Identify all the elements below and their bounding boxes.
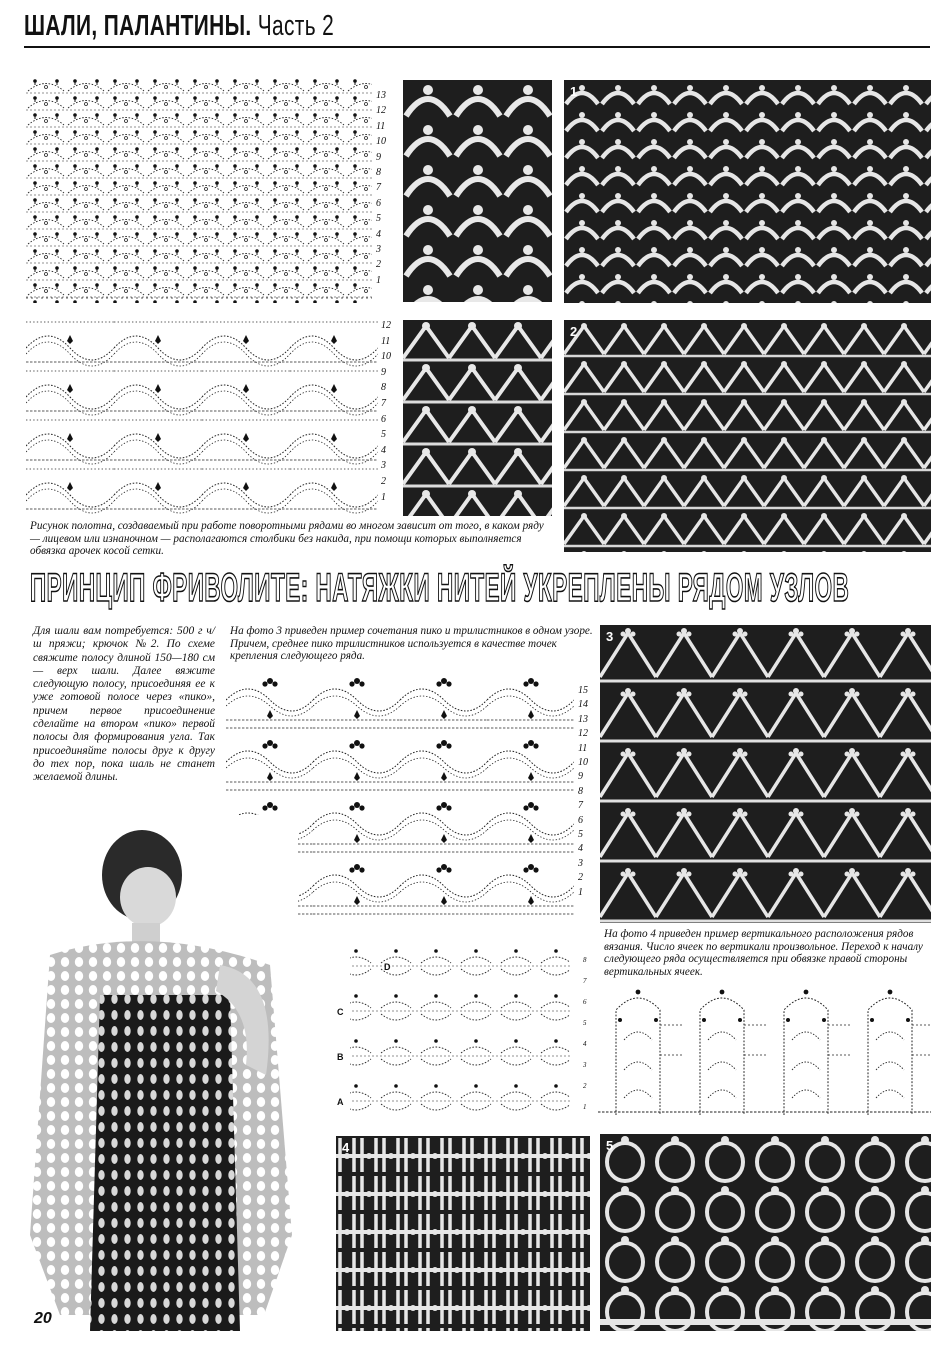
- row-label: 4: [376, 228, 381, 240]
- row-label: 12: [578, 728, 588, 740]
- crochet-chart-3-row-labels: [578, 684, 592, 900]
- crochet-chart-2: [26, 318, 378, 514]
- row-label: 10: [578, 757, 588, 769]
- model-photo: [30, 815, 298, 1331]
- swatch-closeup-1: [403, 80, 552, 302]
- chart-4-row-letter: B: [337, 1052, 344, 1062]
- row-label: 6: [381, 413, 386, 425]
- page-title: [24, 10, 334, 43]
- row-label: 1: [381, 491, 386, 503]
- row-label: 2: [376, 259, 381, 271]
- header-rule: [24, 46, 930, 48]
- row-label: 13: [578, 713, 588, 725]
- section-headline: ПРИНЦИП ФРИВОЛИТЕ: НАТЯЖКИ НИТЕЙ УКРЕПЛЕНЫ РЯДОМ УЗЛОВ: [30, 566, 850, 610]
- row-label: 3: [381, 460, 386, 472]
- photo3-caption: На фото 3 приведен пример сочетания пико и трилистников в одном узоре. Причем, среднее пико трилистников используется в качестве точек крепления следующего ряда.: [230, 625, 593, 663]
- row-label: 8: [376, 167, 381, 179]
- row-label: 2: [583, 1082, 587, 1090]
- photo-3: [600, 625, 931, 923]
- row-label: 2: [381, 475, 386, 487]
- row-label: 8: [583, 956, 587, 964]
- row-label: 5: [578, 829, 583, 841]
- chart-4-row-letter: C: [337, 1007, 344, 1017]
- row-label: 12: [376, 105, 386, 117]
- row-label: 3: [583, 1061, 587, 1069]
- row-label: 2: [578, 872, 583, 884]
- crochet-chart-4-row-labels: [583, 950, 595, 1118]
- row-label: 13: [376, 90, 386, 101]
- instructions-text: Для шали вам потребуется: 500 г ч/ш пряжи; крючок №2. По схеме свяжите полосу длиной 150—180 см — верх шали. Далее вяжите следующую полосу, присоединяя ее к уже готовой полосе через «пико», причем первое присоединение сделайте на втором «пико» первой полосы для формирования угла. Так присоединяйте полосы друг к другу до тех пор, пока шаль не станет желаемой длины.: [33, 625, 215, 784]
- row-label: 9: [381, 366, 386, 378]
- photo-badge: 3: [606, 629, 614, 644]
- photo-badge: 4: [342, 1140, 350, 1155]
- row-label: 1: [583, 1103, 587, 1111]
- caption-top: Рисунок полотна, создаваемый при работе поворотными рядами во многом зависит от того, в каком ряду — лицевом или изнаночном — располагаются столбики без накида, при помощи которых выполняется обвязка арочек косой сетки.: [30, 520, 544, 558]
- row-label: 7: [583, 977, 587, 985]
- row-label: 10: [376, 136, 386, 148]
- crochet-chart-1-drawing: [26, 78, 372, 303]
- row-label: 1: [578, 886, 583, 898]
- row-label: 9: [376, 151, 381, 163]
- crochet-chart-2-row-labels: [381, 318, 395, 505]
- crochet-chart-5: [598, 980, 931, 1125]
- row-label: 14: [578, 699, 588, 711]
- row-label: 6: [578, 814, 583, 826]
- photo-5: [600, 1134, 931, 1331]
- crochet-chart-1-row-labels: [376, 88, 390, 288]
- row-label: 11: [578, 742, 588, 754]
- row-label: 15: [578, 685, 588, 696]
- photo-badge: 2: [570, 324, 578, 339]
- row-label: 7: [578, 800, 583, 812]
- crochet-chart-4: [336, 945, 576, 1120]
- photo-1: [564, 80, 931, 303]
- row-label: 6: [376, 197, 381, 209]
- crochet-chart-1: [26, 78, 372, 303]
- photo4-caption: На фото 4 приведен пример вертикального расположения рядов вязания. Число ячеек по вертикали произвольное. Переход к началу следующего ряда осуществляется при обвязке правой стороны вертикальных ячеек.: [604, 928, 923, 978]
- chart-4-row-letter: D: [384, 962, 391, 972]
- page-number: 20: [34, 1310, 52, 1327]
- photo-badge: 5: [606, 1138, 614, 1153]
- row-label: 4: [578, 843, 583, 855]
- row-label: 9: [578, 771, 583, 783]
- row-label: 3: [376, 244, 381, 256]
- row-label: 10: [381, 351, 391, 363]
- row-label: 12: [381, 320, 391, 331]
- row-label: 11: [381, 335, 391, 347]
- row-label: 3: [578, 857, 583, 869]
- row-label: 11: [376, 120, 386, 132]
- row-label: 5: [376, 213, 381, 225]
- row-label: 8: [578, 785, 583, 797]
- swatch-closeup-2: [403, 320, 552, 516]
- row-label: 1: [376, 274, 381, 286]
- row-label: 7: [381, 397, 386, 409]
- photo-2: [564, 320, 931, 552]
- row-label: 5: [583, 1019, 587, 1027]
- row-label: 6: [583, 998, 587, 1006]
- page-title-part: Часть 2: [257, 10, 335, 42]
- row-label: 7: [376, 182, 381, 194]
- page-title-main: ШАЛИ, ПАЛАНТИНЫ.: [24, 10, 252, 42]
- row-label: 4: [583, 1040, 587, 1048]
- row-label: 5: [381, 429, 386, 441]
- photo-4: [336, 1136, 590, 1331]
- row-label: 4: [381, 444, 386, 456]
- photo-badge: 1: [570, 84, 578, 99]
- row-label: 8: [381, 382, 386, 394]
- chart-4-row-letter: A: [337, 1097, 344, 1107]
